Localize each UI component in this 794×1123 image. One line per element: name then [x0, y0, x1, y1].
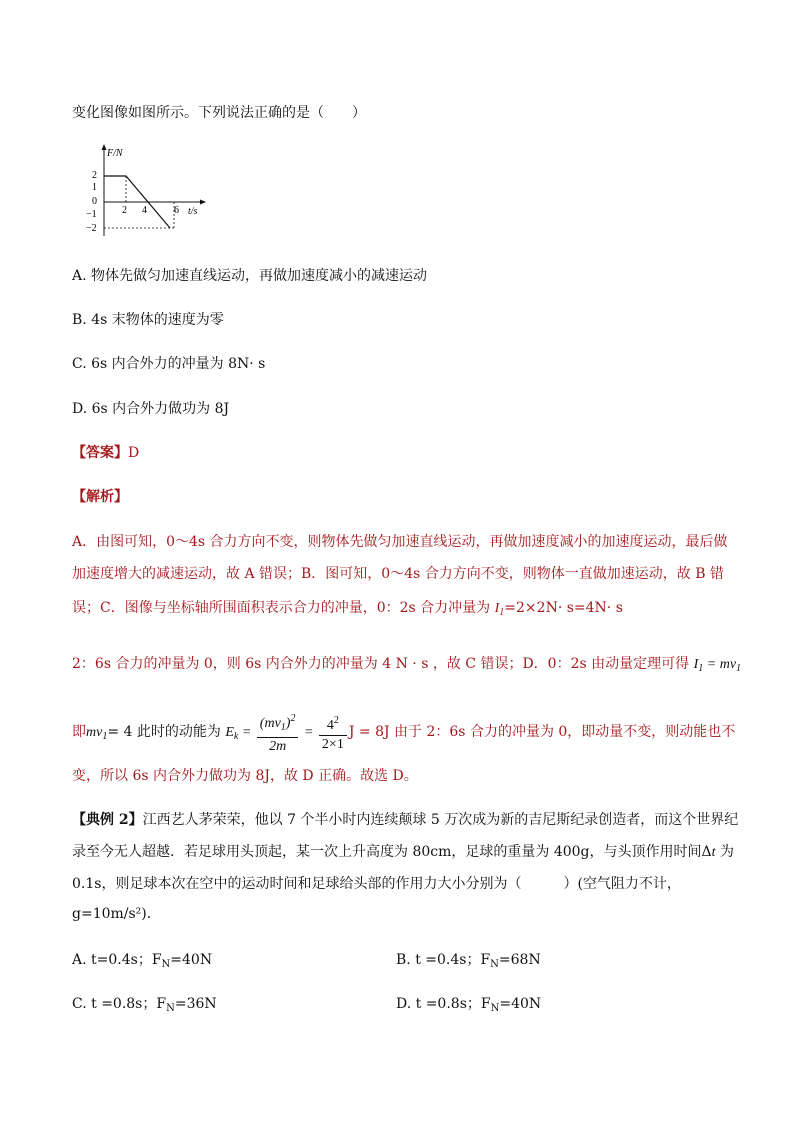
subscript: N	[161, 959, 171, 970]
analysis-text: J = 8J 由于 2：6s 合力的冲量为 0，即动量不变，则动能也不	[348, 724, 736, 741]
momentum-symbol: $mv_1$	[86, 725, 108, 743]
option-b: B. 4s 末物体的速度为零	[72, 312, 224, 328]
example-line-1	[72, 810, 738, 830]
example-tag: 【典例 2】	[72, 812, 143, 828]
analysis-text: 2：6s 合力的冲量为 0，则 6s 内合外力的冲量为 4 N · s ，故 C 错误；D．0：2s 由动量定理可得	[72, 656, 690, 672]
time-symbol: t	[711, 845, 716, 860]
analysis-text: = 4 此时的动能为	[107, 724, 221, 741]
choice-d	[396, 994, 541, 1019]
y-tick-label: −1	[86, 209, 97, 220]
choice-value: =40N	[170, 952, 213, 968]
y-tick-label: 1	[92, 182, 97, 193]
analysis-text: 误；C．图像与坐标轴所围面积表示合力的冲量，0：2s 合力冲量为	[72, 600, 491, 616]
choice-value: =36N	[174, 996, 217, 1012]
subscript: N	[490, 959, 499, 970]
y-tick-label: 0	[92, 196, 97, 207]
example-line-3: 0.1s，则足球本次在空中的运动时间和足球给头部的作用力大小分别为（ ）(空气阻力不计，	[72, 876, 681, 892]
answer-line	[72, 443, 139, 463]
force-time-graph	[82, 142, 212, 240]
x-axis-label: t/s	[188, 206, 198, 217]
analysis-line-5	[72, 710, 735, 756]
momentum-equation: $I_1 = mv_1$	[693, 657, 742, 674]
analysis-text: 即	[72, 724, 86, 741]
choice-text: D. t =0.8s；F	[396, 996, 491, 1012]
example-line-2	[72, 842, 734, 863]
answer-value: D	[128, 445, 140, 461]
example-text: 江西艺人茅荣荣，他以 7 个半小时内连续颠球 5 万次成为新的吉尼斯纪录创造者，而这个世界纪	[142, 812, 739, 828]
analysis-tag: 【解析】	[72, 489, 128, 505]
choice-value: =68N	[498, 952, 541, 968]
subscript: N	[166, 1003, 175, 1014]
choice-text: B. t =0.4s；F	[396, 952, 491, 968]
question-intro: 变化图像如图所示。下列说法正确的是（ ）	[72, 105, 366, 121]
option-c: C. 6s 内合外力的冲量为 8N· s	[72, 356, 266, 372]
option-d: D. 6s 内合外力做功为 8J	[72, 401, 230, 417]
example-text: 录至今无人超越．若足球用头顶起，某一次上升高度为 80cm，足球的重量为 400g，与头顶作用时间Δ	[72, 844, 712, 860]
choice-value: =40N	[499, 996, 542, 1012]
y-tick-label: 2	[92, 170, 97, 181]
analysis-line-2: 加速度增大的减速运动，故 A 错误；B．图可知，0～4s 合力方向不变，则物体一直做加速运动，故 B 错	[72, 566, 724, 582]
analysis-line-6: 变，所以 6s 内合外力做功为 8J，故 D 正确。故选 D。	[72, 768, 418, 784]
impulse-symbol: $I_1$	[494, 601, 505, 618]
analysis-line-4	[72, 654, 741, 679]
kinetic-energy-formula: $E_k$ = $\frac{(mv_1)^2}{2m}$ = $\frac{4^2}{2\times 1}$	[225, 725, 349, 740]
answer-tag: 【答案】	[72, 445, 128, 461]
analysis-line-1: A．由图可知，0～4s 合力方向不变，则物体先做匀加速直线运动，再做加速度减小的加速度运动，最后做	[72, 534, 728, 550]
example-text: 为	[719, 844, 734, 860]
x-tick-label: 6	[174, 205, 179, 216]
choice-text: A. t=0.4s；F	[72, 952, 162, 968]
analysis-line-3	[72, 598, 623, 623]
option-a: A. 物体先做匀加速直线运动，再做加速度减小的减速运动	[72, 268, 428, 284]
subscript: N	[490, 1003, 500, 1014]
x-tick-label: 2	[122, 205, 127, 216]
example-line-4: g=10m/s²)．	[72, 906, 161, 922]
choice-a	[72, 950, 212, 975]
choice-c	[72, 994, 217, 1019]
impulse-value: =2×2N· s=4N· s	[504, 600, 623, 616]
y-axis-label: F/N	[107, 148, 123, 159]
choice-b	[396, 950, 541, 975]
x-tick-label: 4	[142, 205, 147, 216]
y-axis-arrow	[102, 144, 107, 150]
y-tick-label: −2	[86, 223, 97, 234]
x-axis-arrow	[200, 200, 206, 205]
choice-text: C. t =0.8s；F	[72, 996, 167, 1012]
